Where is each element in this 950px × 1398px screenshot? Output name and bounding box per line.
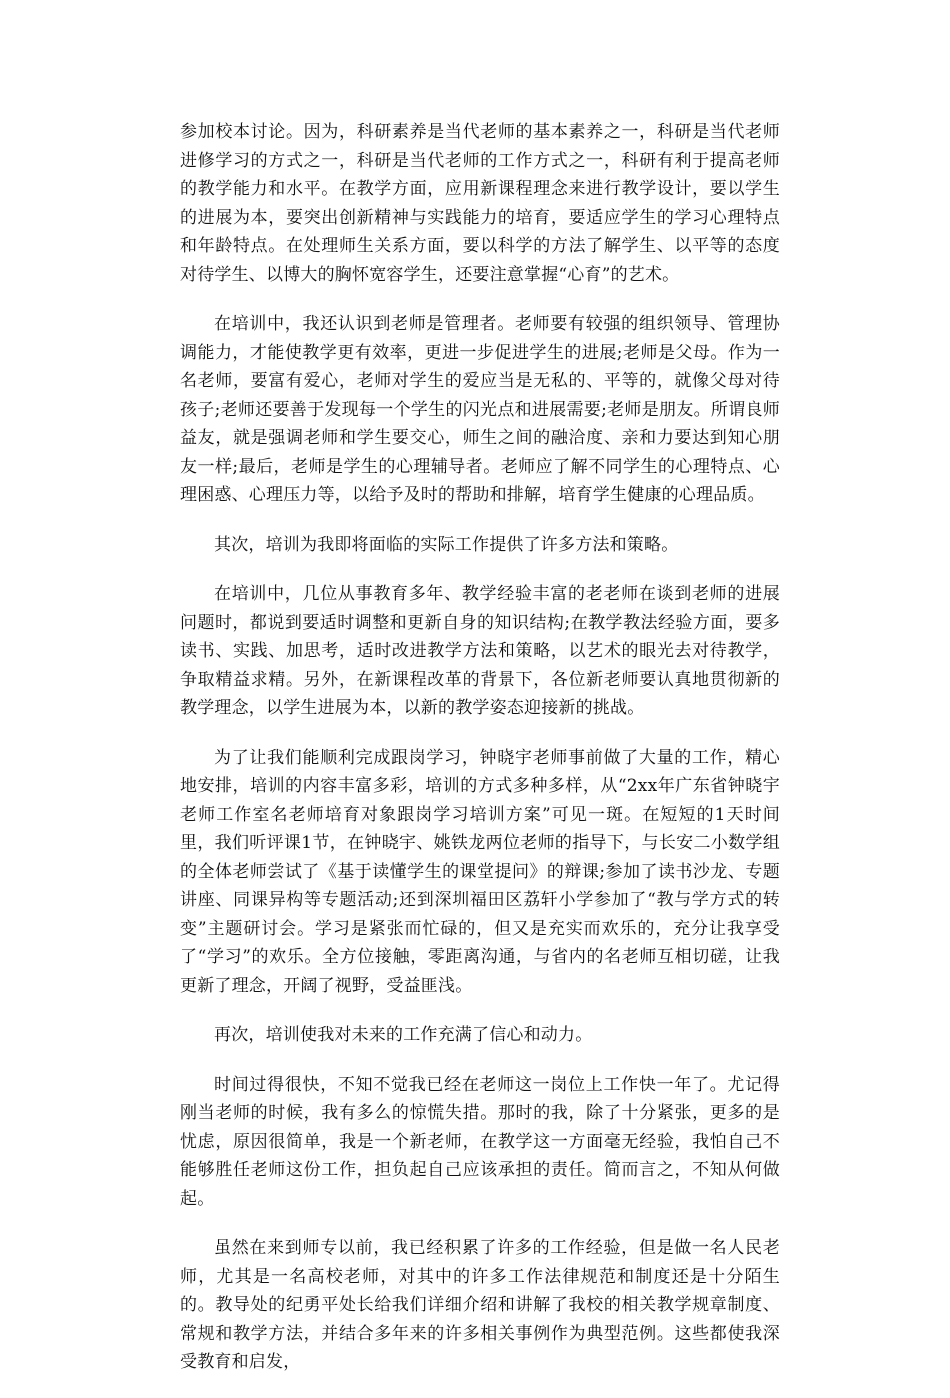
paragraph-8: 虽然在来到师专以前，我已经积累了许多的工作经验，但是做一名人民老师，尤其是一名高校老师，对其中的许多工作法律规范和制度还是十分陌生的。教导处的纪勇平处长给我们详细介绍和讲解了我校的相关教学规章制度、常规和教学方法，并结合多年来的许多相关事例作为典型范例。这些都使我深受教育和启发， xyxy=(180,1238,780,1372)
paragraph-6: 再次，培训使我对未来的工作充满了信心和动力。 xyxy=(214,1025,593,1045)
paragraph-5: 为了让我们能顺利完成跟岗学习，钟晓宇老师事前做了大量的工作，精心地安排，培训的内容丰富多彩，培训的方式多种多样，从“2xx年广东省钟晓宇老师工作室名老师培育对象跟岗学习培训方案”可见一斑。在短短的1天时间里，我们听评课1节，在钟晓宇、姚铁龙两位老师的指导下，与长安二小数学组的全体老师尝试了《基于读懂学生的课堂提问》的辩课;参加了读书沙龙、专题讲座、同课异构等专题活动;还到深圳福田区荔轩小学参加了“教与学方式的转变”主题研讨会。学习是紧张而忙碌的，但又是充实而欢乐的，充分让我享受了“学习”的欢乐。全方位接触，零距离沟通，与省内的名老师互相切磋，让我更新了理念，开阔了视野，受益匪浅。 xyxy=(180,747,780,996)
paragraph-4: 在培训中，几位从事教育多年、教学经验丰富的老老师在谈到老师的进展问题时，都说到要适时调整和更新自身的知识结构;在教学教法经验方面，要多读书、实践、加思考，适时改进教学方法和策略，以艺术的眼光去对待教学，争取精益求精。另外，在新课程改革的背景下，各位新老师要认真地贯彻新的教学理念，以学生进展为本，以新的教学姿态迎接新的挑战。 xyxy=(180,584,780,718)
paragraph-2: 在培训中，我还认识到老师是管理者。老师要有较强的组织领导、管理协调能力，才能使教学更有效率，更进一步促进学生的进展;老师是父母。作为一名老师，要富有爱心，老师对学生的爱应当是无私的、平等的，就像父母对待孩子;老师还要善于发现每一个学生的闪光点和进展需要;老师是朋友。所谓良师益友，就是强调老师和学生要交心，师生之间的融洽度、亲和力要达到知心朋友一样;最后，老师是学生的心理辅导者。老师应了解不同学生的心理特点、心理困惑、心理压力等，以给予及时的帮助和排解，培育学生健康的心理品质。 xyxy=(180,314,780,505)
paragraph-7: 时间过得很快，不知不觉我已经在老师这一岗位上工作快一年了。尤记得刚当老师的时候，我有多么的惊慌失措。那时的我，除了十分紧张，更多的是忧虑，原因很简单，我是一个新老师，在教学这一方面毫无经验，我怕自己不能够胜任老师这份工作，担负起自己应该承担的责任。简而言之，不知从何做起。 xyxy=(180,1074,780,1209)
paragraph-3: 其次，培训为我即将面临的实际工作提供了许多方法和策略。 xyxy=(214,534,679,555)
paragraph-1: 参加校本讨论。因为，科研素养是当代老师的基本素养之一，科研是当代老师进修学习的方式之一，科研是当代老师的工作方式之一，科研有利于提高老师的教学能力和水平。在教学方面，应用新课程理念来进行教学设计，要以学生的进展为本，要突出创新精神与实践能力的培育，要适应学生的学习心理特点和年龄特点。在处理师生关系方面，要以科学的方法了解学生、以平等的态度对待学生、以博大的胸怀宽容学生，还要注意掌握“心育”的艺术。 xyxy=(180,122,780,285)
document-body xyxy=(180,118,780,1398)
